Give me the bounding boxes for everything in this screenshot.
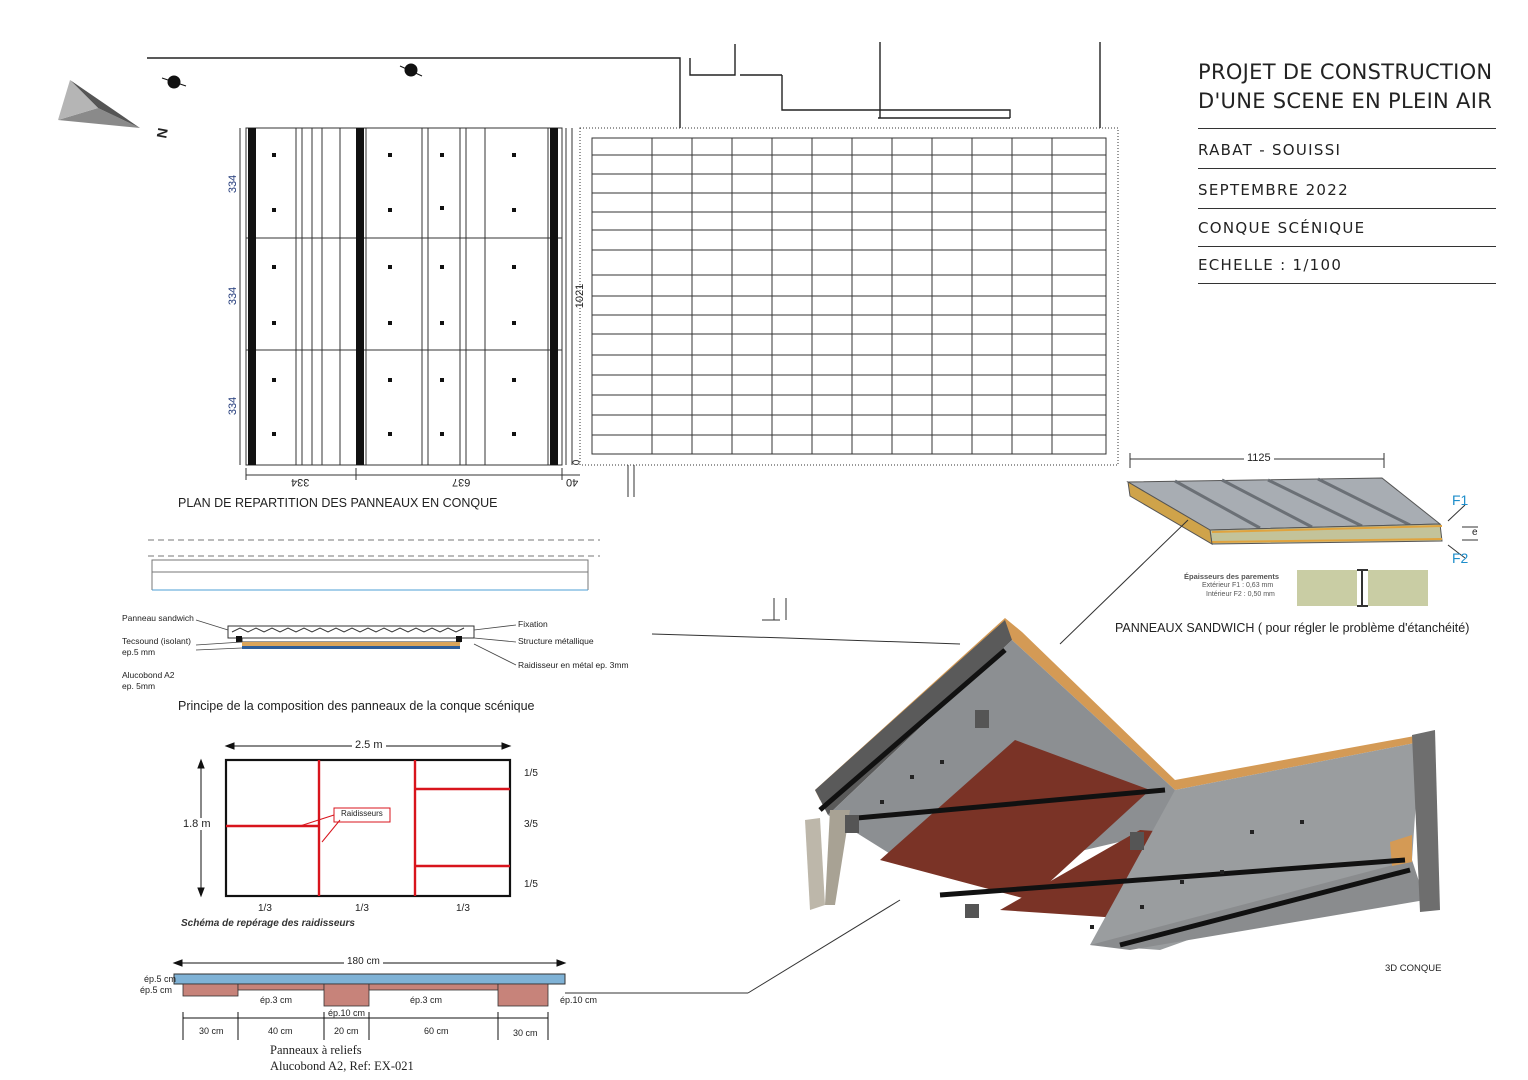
relief-w-2: 40 cm [268, 1026, 293, 1036]
thickness-int: Intérieur F2 : 0,50 mm [1206, 591, 1275, 598]
relief-w-1: 30 cm [199, 1026, 224, 1036]
label-fixation: Fixation [518, 619, 548, 629]
stiffener-col-3: 1/3 [456, 903, 470, 914]
label-alucobond-1: Alucobond A2 [122, 670, 175, 680]
stiffener-col-1: 1/3 [258, 903, 272, 914]
label-tecsound-1: Tecsound (isolant) [122, 636, 191, 646]
north-letter: N [153, 126, 171, 140]
relief-w-3: 20 cm [334, 1026, 359, 1036]
drawing-scale: ECHELLE : 1/100 [1198, 247, 1496, 284]
dim-bottom-3: 40 [566, 476, 579, 488]
stiffener-width: 2.5 m [352, 739, 386, 751]
relief-ep-3-left: ép.3 cm [260, 995, 293, 1005]
label-alucobond-2: ep. 5mm [122, 681, 156, 691]
dim-bottom-2: 637 [452, 476, 471, 488]
stiffener-row-3: 1/5 [524, 879, 538, 890]
drawing-subject: CONQUE SCÉNIQUE [1198, 209, 1496, 247]
composition-caption: Principe de la composition des panneaux de la conque scénique [178, 699, 535, 713]
relief-ep-top-1: ép.5 cm [144, 974, 177, 984]
project-date: SEPTEMBRE 2022 [1198, 169, 1496, 209]
relief-w-4: 60 cm [424, 1026, 449, 1036]
raidisseurs-callout: Raidisseurs [341, 809, 383, 818]
sandwich-e: e [1472, 527, 1478, 538]
relief-caption-2: Alucobond A2, Ref: EX-021 [270, 1059, 414, 1073]
stiffeners-caption: Schéma de repérage des raidisseurs [181, 918, 355, 929]
label-panel: Panneau sandwich [122, 613, 194, 623]
relief-ep-3-right: ép.3 cm [410, 995, 443, 1005]
label-raidisseur: Raidisseur en métal ep. 3mm [518, 660, 629, 670]
label-tecsound-2: ep.5 mm [122, 647, 156, 657]
sandwich-caption: PANNEAUX SANDWICH ( pour régler le problème d'étanchéité) [1115, 621, 1470, 635]
project-title-line2: D'UNE SCENE EN PLEIN AIR [1198, 89, 1493, 113]
stiffener-row-1: 1/5 [524, 768, 538, 779]
plan-caption: PLAN DE REPARTITION DES PANNEAUX EN CONQUE [178, 496, 498, 510]
project-title-line1: PROJET DE CONSTRUCTION [1198, 60, 1493, 84]
relief-ep-10-right: ép.10 cm [560, 995, 598, 1005]
relief-w-5: 30 cm [513, 1028, 538, 1038]
sandwich-f1: F1 [1452, 492, 1469, 508]
relief-caption-1: Panneaux à reliefs [270, 1043, 362, 1057]
thickness-ext: Extérieur F1 : 0,63 mm [1202, 582, 1274, 589]
dim-side: 1021 [574, 283, 587, 309]
sandwich-width: 1125 [1244, 452, 1274, 464]
relief-ep-10-mid: ép.10 cm [328, 1008, 366, 1018]
view3d-caption: 3D CONQUE [1385, 963, 1442, 974]
project-location: RABAT - SOUISSI [1198, 129, 1496, 169]
thickness-title: Épaisseurs des parements [1184, 572, 1280, 581]
sandwich-f2: F2 [1452, 550, 1469, 566]
stiffener-col-2: 1/3 [355, 903, 369, 914]
relief-ep-top-2: ép.5 cm [140, 985, 173, 995]
relief-total: 180 cm [344, 956, 383, 967]
label-structure: Structure métallique [518, 636, 594, 646]
dim-row-2: 334 [227, 286, 240, 306]
dim-bottom-1: 334 [291, 476, 310, 488]
stiffener-height: 1.8 m [183, 818, 211, 830]
stiffener-row-2: 3/5 [524, 819, 538, 830]
dim-row-3: 334 [227, 396, 240, 416]
dim-row-1: 334 [227, 174, 240, 194]
dim-bottom-4: 0 [571, 459, 583, 466]
